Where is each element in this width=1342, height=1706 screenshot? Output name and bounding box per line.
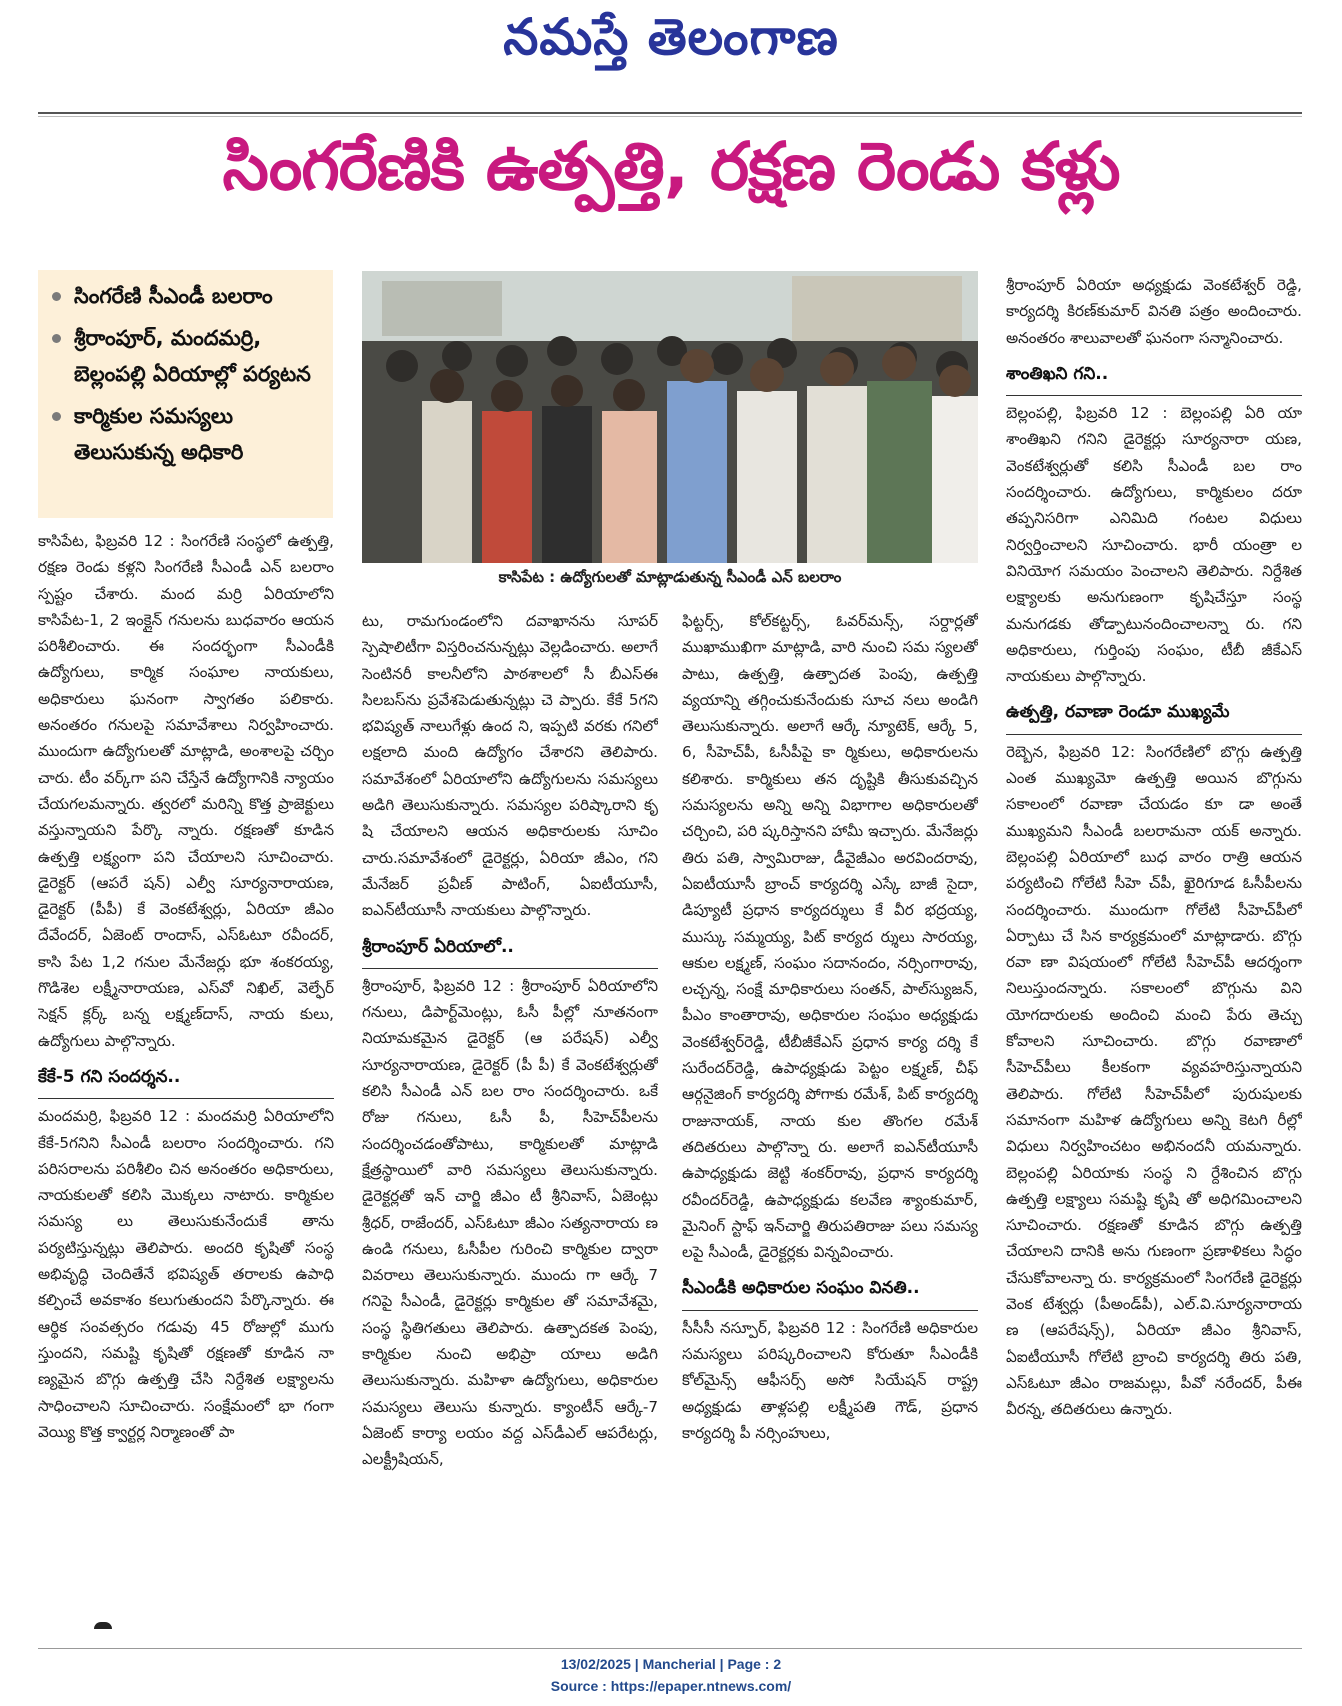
footer-date-page: 13/02/2025 | Mancherial | Page : 2 bbox=[560, 1656, 782, 1672]
article-column-2 bbox=[362, 608, 658, 1640]
article-column-4 bbox=[1006, 272, 1302, 1640]
photo-illustration bbox=[362, 271, 978, 563]
paragraph: కాసిపేట, ఫిబ్రవరి 12 : సింగరేణి సంస్థలో ఉత్పత్తి, రక్షణ రెండు కళ్లని సింగరేణి సీఎండీ ఎన్ బలరాం స్పష్టం చేశారు. మంద మర్రి ఏరియాలోని కాసిపేట-1, 2 ఇంక్లైన్ గనులను బుధవారం ఆయన పరిశీలించారు. ఈ సందర్భంగా సీఎండీకి ఉద్యోగులు, కార్మిక సంఘాల నాయకులు, అధికారులు ఘనంగా స్వాగతం పలికారు. అనంతరం గనులపై సమావేశాలు నిర్వహించారు. ముందుగా ఉద్యోగులతో మాట్లాడి, అంశాలపై చర్చిం చారు. టీం వర్క్‌గా పని చేస్తేనే ఉద్యోగానికి న్యాయం చేయగలమన్నారు. త్వరలో మరిన్ని కొత్త ప్రాజెక్టులు వస్తున్నాయని పేర్కొ న్నారు. రక్షణతో కూడిన ఉత్పత్తి లక్ష్యంగా పని చేయాలని సూచించారు. డైరెక్టర్ (ఆపరే షన్) ఎల్వీ సూర్యనారాయణ, డైరెక్టర్ (పీపీ) కే వెంకటేశ్వర్లు, ఏరియా జీఎం దేవేందర్, ఏజెంట్ రాందాస్, ఎస్‌ఓటూ రవీందర్, కాసి పేట 1,2 గనుల మేనేజర్లు భూ శంకరయ్య, గొడిశెల లక్ష్మీనారాయణ, ఎస్‌వో నిఖిల్, వెల్ఫేర్ సెక్షన్ క్లర్క్ బన్న లక్ష్మణ్‌దాస్, నాయ కులు, ఉద్యోగులు పాల్గొన్నారు. bbox=[38, 532, 334, 1050]
newspaper-masthead: నమస్తే తెలంగాణ bbox=[503, 8, 839, 66]
highlight-text: శ్రీరాంపూర్, మందమర్రి, బెల్లంపల్లి ఏరియాల్లో పర్యటన bbox=[74, 326, 311, 386]
section-subhead: సీఎండీకి అధికారుల సంఘం వినతి.. bbox=[682, 1269, 978, 1310]
section-subhead: ఉత్పత్తి, రవాణా రెండూ ముఖ్యమే bbox=[1006, 693, 1302, 734]
paragraph: రెబ్బెన, ఫిబ్రవరి 12: సింగరేణిలో బొగ్గు ఉత్పత్తి ఎంత ముఖ్యమో ఉత్పత్తి అయిన బొగ్గును సకాలంలో రవాణా చేయడం కూ డా అంతే ముఖ్యమని సీఎండీ బలరామనా యక్ అన్నారు. బెల్లంపల్లి ఏరియాలో బుధ వారం రాత్రి ఆయన పర్యటించి గోలేటి సీహె చ్‌పీ, ఖైరిగూడ ఓసీపీలను సందర్శించారు. ముందుగా గోలేటి సీహెచ్‌పీలో ఏర్పాటు చే సిన కార్యక్రమంలో మాట్లాడారు. బొగ్గు రవా ణా విషయంలో గోలేటి సీహెచ్‌పీ ఆదర్శంగా నిలుస్తుందన్నారు. సకాలంలో బొగ్గును విని యోగదారులకు అందించి మంచి పేరు తెచ్చు కోవాలని సూచించారు. బొగ్గు రవాణాలో సీహెచ్‌పీలు కీలకంగా వ్యవహరిస్తున్నాయని తెలిపారు. గోలేటి సీహెచ్‌పీలో పురుషులకు సమానంగా మహిళ ఉద్యోగులు అన్ని కెటగి రీల్లో విధులు నిర్వహించటం అభినందనీ యమన్నారు. బెల్లంపల్లి ఏరియాకు సంస్థ ని ర్దేశించిన బొగ్గు ఉత్పత్తి లక్ష్యాలు సమష్టి కృషి తో అధిగమించాలని సూచించారు. రక్షణతో కూడిన బొగ్గు ఉత్పత్తి చేయాలని దానికి అను గుణంగా ప్రణాళికలు సిద్ధం చేసుకోవాలన్నా రు. కార్యక్రమంలో సింగరేణి డైరెక్టర్లు వెంక టేశ్వర్లు (పీఅండ్‌పీ), ఎల్.వి.సూర్యనారాయ ణ (ఆపరేషన్స్), ఏరియా జీఎం శ్రీనివాస్, ఏఐటీయూసీ గోలేటి బ్రాంచి కార్యదర్శి తిరు పతి, ఎస్‌ఓటూ జీఎం రాజమల్లు, పీవో నరేందర్, పీఈ వీరన్న, తదితరులు ఉన్నారు. bbox=[1006, 742, 1302, 1419]
footer-source[interactable]: Source : https://epaper.ntnews.com/ bbox=[550, 1678, 792, 1694]
masthead-divider-thin bbox=[38, 116, 1302, 117]
highlight-item bbox=[50, 278, 323, 314]
highlight-text: సింగరేణి సీఎండీ బలరాం bbox=[74, 284, 273, 308]
article-column-1 bbox=[38, 528, 334, 1640]
highlight-text: కార్మికుల సమస్యలు తెలుసుకున్న అధికారి bbox=[74, 404, 244, 464]
article-headline: సింగరేణికి ఉత్పత్తి, రక్షణ రెండు కళ్లు bbox=[222, 128, 1120, 205]
masthead-divider bbox=[38, 112, 1302, 114]
bullet-icon bbox=[52, 412, 61, 421]
page-mark-icon bbox=[94, 1622, 112, 1629]
paragraph: బెల్లంపల్లి, ఫిబ్రవరి 12 : బెల్లంపల్లి ఏరి యా శాంతిఖని గనిని డైరెక్టర్లు సూర్యనారా యణ, వెంకటేశ్వర్లుతో కలిసి సీఎండీ బల రాం సందర్శించారు. ఉద్యోగులు, కార్మికులం దరూ తప్పనిసరిగా ఎనిమిది గంటల విధులు నిర్వర్తించాలని సూచించారు. భారీ యంత్రా ల వినియోగ సమయం పెంచాలని తెలిపారు. నిర్దేశిత లక్ష్యాలకు అనుగుణంగా కృషిచేస్తూ సంస్థ మనుగడకు తోడ్పాటునందించాలన్నా రు. గని అధికారులు, గుర్తింపు సంఘం, టీబీ జీకేఎస్ నాయకులు పాల్గొన్నారు. bbox=[1006, 404, 1302, 686]
bottom-divider bbox=[38, 1648, 1302, 1649]
paragraph: ఫిట్టర్స్, కోల్‌కట్టర్స్, ఓవర్‌మన్స్, సర్దార్లతో ముఖాముఖిగా మాట్లాడి, వారి నుంచి సమ స్యలతో పాటు, ఉత్పత్తి, ఉత్పాదత పెంపు, ఉత్పత్తి వ్యయాన్ని తగ్గించుకునేందుకు సూచ నలు అండిగి తెలుసుకున్నారు. అలాగే ఆర్కే న్యూటెక్, ఆర్కే 5, 6, సీహెచ్‌పీ, ఓసీపీపై కా ర్మికులు, అధికారులను కలిశారు. కార్మికులు తన దృష్టికి తీసుకువచ్చిన సమస్యలను అన్ని అన్ని విభాగాల అధికారులతో చర్చించి, పరి ష్కరిస్తానని హామీ ఇచ్చారు. మేనేజర్లు తిరు పతి, స్వామిరాజు, డీవైజీఎం అరవిందరావు, ఏఐటీయూసీ బ్రాంచ్ కార్యదర్శి ఎస్కే బాజీ సైదా, డిప్యూటీ ప్రధాన కార్యదర్శులు కే వీర భద్రయ్య, ముస్కు సమ్మయ్య, పిట్ కార్యద ర్శులు సారయ్య, ఆకుల లక్ష్మణ్, సంఘం సదానందం, నర్సింగారావు, లచ్చన్న, సంక్షే మాధికారులు సంతన్, పాల్‌స్యుజన్, పీఎం కాంతారావు, అధికారుల సంఘం అధ్యక్షుడు వెంకటేశ్వర్‌రెడ్డి, టీబీజీకేఎస్ ప్రధాన కార్య దర్శి కే సురేందర్‌రెడ్డి, ఉపాధ్యక్షుడు పెట్టం లక్ష్మణ్, చీఫ్ ఆర్గనైజింగ్ కార్యదర్శి పోగాకు రమేశ్, పిట్ కార్యదర్శి రాజునాయక్, నాయ కుల తొంగల రమేశ్ తదితరులు పాల్గొన్నా రు. అలాగే ఐఎన్‌టీయూసీ ఉపాధ్యక్షుడు జెట్టి శంకర్‌రావు, ప్రధాన కార్యదర్శి రవీందర్‌రెడ్డి, ఉపాధ్యక్షుడు కలవేణ శ్యాంకుమార్, మైనింగ్ స్టాఫ్ ఇన్‌చార్జి తిరుపతిరాజు పలు సమస్య లపై సీఎండీ, డైరెక్టర్లకు విన్నవించారు. bbox=[682, 612, 978, 1262]
highlights-box bbox=[38, 270, 333, 518]
section-subhead: శ్రీరాంపూర్ ఏరియాలో.. bbox=[362, 928, 658, 969]
highlight-item bbox=[50, 320, 323, 392]
bullet-icon bbox=[52, 334, 61, 343]
article-column-3 bbox=[682, 608, 978, 1640]
paragraph: శ్రీరాంపూర్ ఏరియా అధ్యక్షుడు వెంకటేశ్వర్ రెడ్డి, కార్యదర్శి కిరణ్‌కుమార్ వినతి పత్రం అందించారు. అనంతరం శాలువాలతో ఘనంగా సన్మానించారు. bbox=[1006, 276, 1302, 347]
article-photo bbox=[362, 271, 978, 563]
section-subhead: శాంతిఖని గని.. bbox=[1006, 355, 1302, 396]
paragraph: సీసీసీ నస్పూర్, ఫిబ్రవరి 12 : సింగరేణి అధికారుల సమస్యలు పరిష్కరించాలని కోరుతూ సీఎండీకి కోల్‌మైన్స్ ఆఫీసర్స్ అసో సియేషన్ రాష్ట్ర అధ్యక్షుడు తాళ్లపల్లి లక్ష్మీపతి గౌడ్, ప్రధాన కార్యదర్శి పీ నర్సింహులు, bbox=[682, 1318, 978, 1442]
section-subhead: కేకే-5 గని సందర్శన.. bbox=[38, 1058, 334, 1099]
highlight-item bbox=[50, 398, 323, 470]
photo-caption: కాసిపేట : ఉద్యోగులతో మాట్లాడుతున్న సీఎండీ ఎన్ బలరాం bbox=[498, 568, 842, 586]
paragraph: శ్రీరాంపూర్, ఫిబ్రవరి 12 : శ్రీరాంపూర్ ఏరియాలోని గనులు, డిపార్ట్‌మెంట్లు, ఓసీ పీల్లో నూతనంగా నియామకమైన డైరెక్టర్ (ఆ పరేషన్) ఎల్వీ సూర్యనారాయణ, డైరెక్టర్ (పీ పీ) కే వెంకటేశ్వర్లుతో కలిసి సీఎండీ ఎన్ బల రాం సందర్శించారు. ఒకే రోజు గనులు, ఓసీ పీ, సీహెచ్‌పీలను సందర్శించడంతోపాటు, కార్మికులతో మాట్లాడి క్షేత్రస్థాయిలో వారి సమస్యలు తెలుసుకున్నారు. డైరెక్టర్లతో ఇన్ చార్జి జీఎం టీ శ్రీనివాస్, ఏజెంట్లు శ్రీధర్, రాజేందర్, ఎస్‌ఓటూ జీఎం సత్యనారాయ ణ ఉండి గనులు, ఓసీపీల గురించి కార్మికుల ద్వారా వివరాలు తెలుసుకున్నారు. ముందు గా ఆర్కే 7 గనిపై సీఎండీ, డైరెక్టర్లు కార్మికుల తో సమావేశమై, సంస్థ స్థితిగతులు తెలిపారు. ఉత్పాదకత పెంపు, కార్మికుల నుంచి అభిప్రా యాలు అడిగి తెలుసుకున్నారు. మహిళా ఉద్యోగులు, అధికారుల సమస్యలు తెలుసు కున్నారు. క్యాంటీన్ ఆర్కే-7 ఏజెంట్ కార్యా లయం వద్ద ఎస్‌డీఎల్ ఆపరేటర్లు, ఎలక్ట్రీషియన్, bbox=[362, 976, 658, 1469]
paragraph: మందమర్రి, ఫిబ్రవరి 12 : మందమర్రి ఏరియాలోని కేకే-5గనిని సీఎండీ బలరాం సందర్శించారు. గని పరిసరాలను పరిశీలిం చిన అనంతరం అధికారులు, నాయకులతో కలిసి మొక్కలు నాటారు. కార్మికుల సమస్య లు తెలుసుకునేందుకే తాను పర్యటిస్తున్నట్లు తెలిపారు. అందరి కృషితో సంస్థ అభివృద్ధి చెందితేనే భవిష్యత్ తరాలకు ఉపాధి కల్పించే అవకాశం కలుగుతుందని పేర్కొన్నారు. ఈ ఆర్థిక సంవత్సరం గడువు 45 రోజుల్లో ముగు స్తుందని, సమష్టి కృషితో రక్షణతో కూడిన నా ణ్యమైన బొగ్గు ఉత్పత్తి చేసి నిర్దేశిత లక్ష్యాలను సాధించాలని సూచించారు. సంక్షేమంలో భా గంగా వెయ్యి కొత్త క్వార్టర్ల నిర్మాణంతో పా bbox=[38, 1107, 334, 1441]
paragraph: టు, రామగుండంలోని దవాఖానను సూపర్ స్పెషాలిటీగా విస్తరించనున్నట్లు వెల్లడించారు. అలాగే సెంటినరీ కాలనీలోని పాఠశాలలో సీ బీఎస్‌ఈ సిలబస్‌ను ప్రవేశపెడుతున్నట్లు చె ప్పారు. కేకే 5గని భవిష్యత్ నాలుగేళ్లు ఉంద ని, ఇప్పటి వరకు గనిలో లక్షలాది మంది ఉద్యోగం చేశారని తెలిపారు. సమావేశంలో ఏరియాలోని ఉద్యోగులను సమస్యలు అడిగి తెలుసుకున్నారు. సమస్యల పరిష్కారాని కృ షి చేయాలని ఆయన అధికారులకు సూచిం చారు.సమావేశంలో డైరెక్టర్లు, ఏరియా జీఎం, గని మేనేజర్ ప్రవీణ్ పాటింగ్, ఏఐటీయూసీ, ఐఎన్‌టీయూసీ నాయకులు పాల్గొన్నారు. bbox=[362, 612, 658, 920]
bullet-icon bbox=[52, 292, 61, 301]
